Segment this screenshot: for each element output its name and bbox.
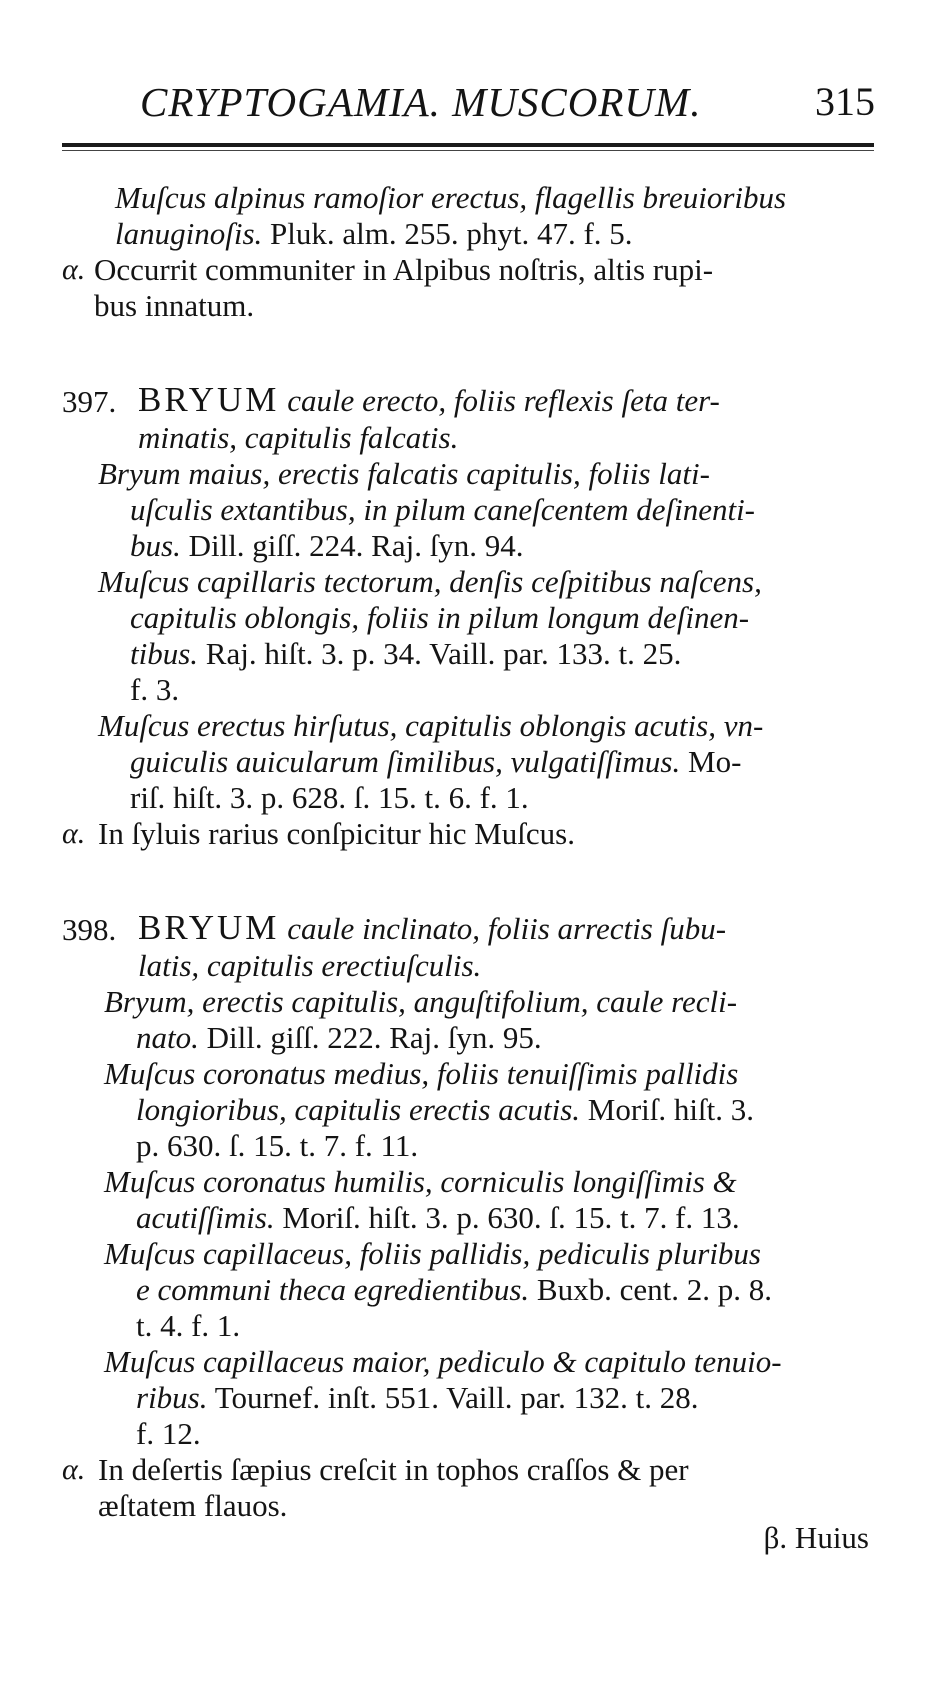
entry-398-syn5-l2: ribus. Tournef. inſt. 551. Vaill. par. 132. t. 28. (136, 1380, 699, 1415)
entry-398-syn1-l2: nato. Dill. giſſ. 222. Raj. ſyn. 95. (136, 1020, 542, 1055)
entry-398-syn3-l2: acutiſſimis. Moriſ. hiſt. 3. p. 630. ſ. 15. t. 7. f. 13. (136, 1200, 740, 1235)
entry-398-syn2-l3: p. 630. ſ. 15. t. 7. f. 11. (136, 1128, 419, 1163)
running-head-title: CRYPTOGAMIA. MUSCORUM. (140, 79, 702, 125)
alpha-marker: α. (62, 1453, 86, 1486)
entry-398-habitat-l1: In deſertis ſæpius creſcit in tophos craſſos & per (98, 1452, 689, 1487)
entry-397-syn3-l3: riſ. hiſt. 3. p. 628. ſ. 15. t. 6. f. 1. (130, 780, 529, 815)
entry-398-habitat-l2: æſtatem flauos. (98, 1488, 288, 1523)
entry-398-line2: latis, capitulis erectiuſculis. (138, 948, 482, 983)
entry-397-syn2-l1: Muſcus capillaris tectorum, denſis ceſpitibus naſcens, (98, 564, 762, 599)
entry-398-syn1-l1: Bryum, erectis capitulis, anguſtifolium, caule recli- (104, 984, 738, 1019)
catchword: β. Huius (763, 1520, 869, 1555)
entry-397-syn2-l3: tibus. Raj. hiſt. 3. p. 34. Vaill. par. 133. t. 25. (130, 636, 682, 671)
entry-397-syn1-l3: bus. Dill. giſſ. 224. Raj. ſyn. 94. (130, 528, 524, 563)
entry-397-syn2-l4: f. 3. (130, 672, 180, 707)
alpha-marker: α. (62, 253, 86, 286)
alpha-marker: α. (62, 817, 86, 850)
entry-397-number: 397. (62, 384, 117, 419)
entry-398-syn5-l1: Muſcus capillaceus maior, pediculo & capitulo tenuio- (104, 1344, 782, 1379)
entry-398-syn2-l2: longioribus, capitulis erectis acutis. Moriſ. hiſt. 3. (136, 1092, 754, 1127)
entry-397-genus: BRYUM (138, 380, 280, 419)
entry-397-habitat: In ſyluis rarius conſpicitur hic Muſcus. (98, 816, 575, 851)
entry-397-syn3-l1: Muſcus erectus hirſutus, capitulis oblongis acutis, vn- (98, 708, 764, 743)
entry-398-genus: BRYUM (138, 908, 280, 947)
entry-397-syn2-l2: capitulis oblongis, foliis in pilum longum deſinen- (130, 600, 750, 635)
entry-398-syn2-l1: Muſcus coronatus medius, foliis tenuiſſimis pallidis (104, 1056, 739, 1091)
header-rule (62, 143, 874, 147)
entry-397-syn3-l2: guiculis auicularum ſimilibus, vulgatiſſimus. Mo- (130, 744, 742, 779)
entry-398-line1: BRYUM caule inclinato, foliis arrectis ſubu- (138, 908, 727, 947)
running-head (140, 78, 875, 134)
block1-line4: bus innatum. (94, 288, 255, 323)
entry-397-syn1-l2: uſculis extantibus, in pilum caneſcentem deſinenti- (130, 492, 756, 527)
block1-line2: lanuginoſis. Pluk. alm. 255. phyt. 47. f. 5. (115, 216, 633, 251)
entry-397-syn1-l1: Bryum maius, erectis falcatis capitulis, foliis lati- (98, 456, 710, 491)
entry-398-number: 398. (62, 912, 117, 947)
block1-line3: Occurrit communiter in Alpibus noſtris, altis rupi- (94, 252, 714, 287)
entry-397-line1: BRYUM caule erecto, foliis reflexis ſeta ter- (138, 380, 720, 419)
header-rule-thin (62, 150, 874, 151)
block1-line1: Muſcus alpinus ramoſior erectus, flagellis breuioribus (115, 180, 787, 215)
entry-398-syn4-l2: e communi theca egredientibus. Buxb. cent. 2. p. 8. (136, 1272, 772, 1307)
entry-398-syn5-l3: f. 12. (136, 1416, 201, 1451)
entry-398-syn4-l1: Muſcus capillaceus, foliis pallidis, pediculis pluribus (104, 1236, 761, 1271)
entry-398-syn3-l1: Muſcus coronatus humilis, corniculis longiſſimis & (104, 1164, 737, 1199)
entry-397-line2: minatis, capitulis falcatis. (138, 420, 459, 455)
page-number: 315 (815, 79, 875, 124)
entry-398-syn4-l3: t. 4. f. 1. (136, 1308, 241, 1343)
